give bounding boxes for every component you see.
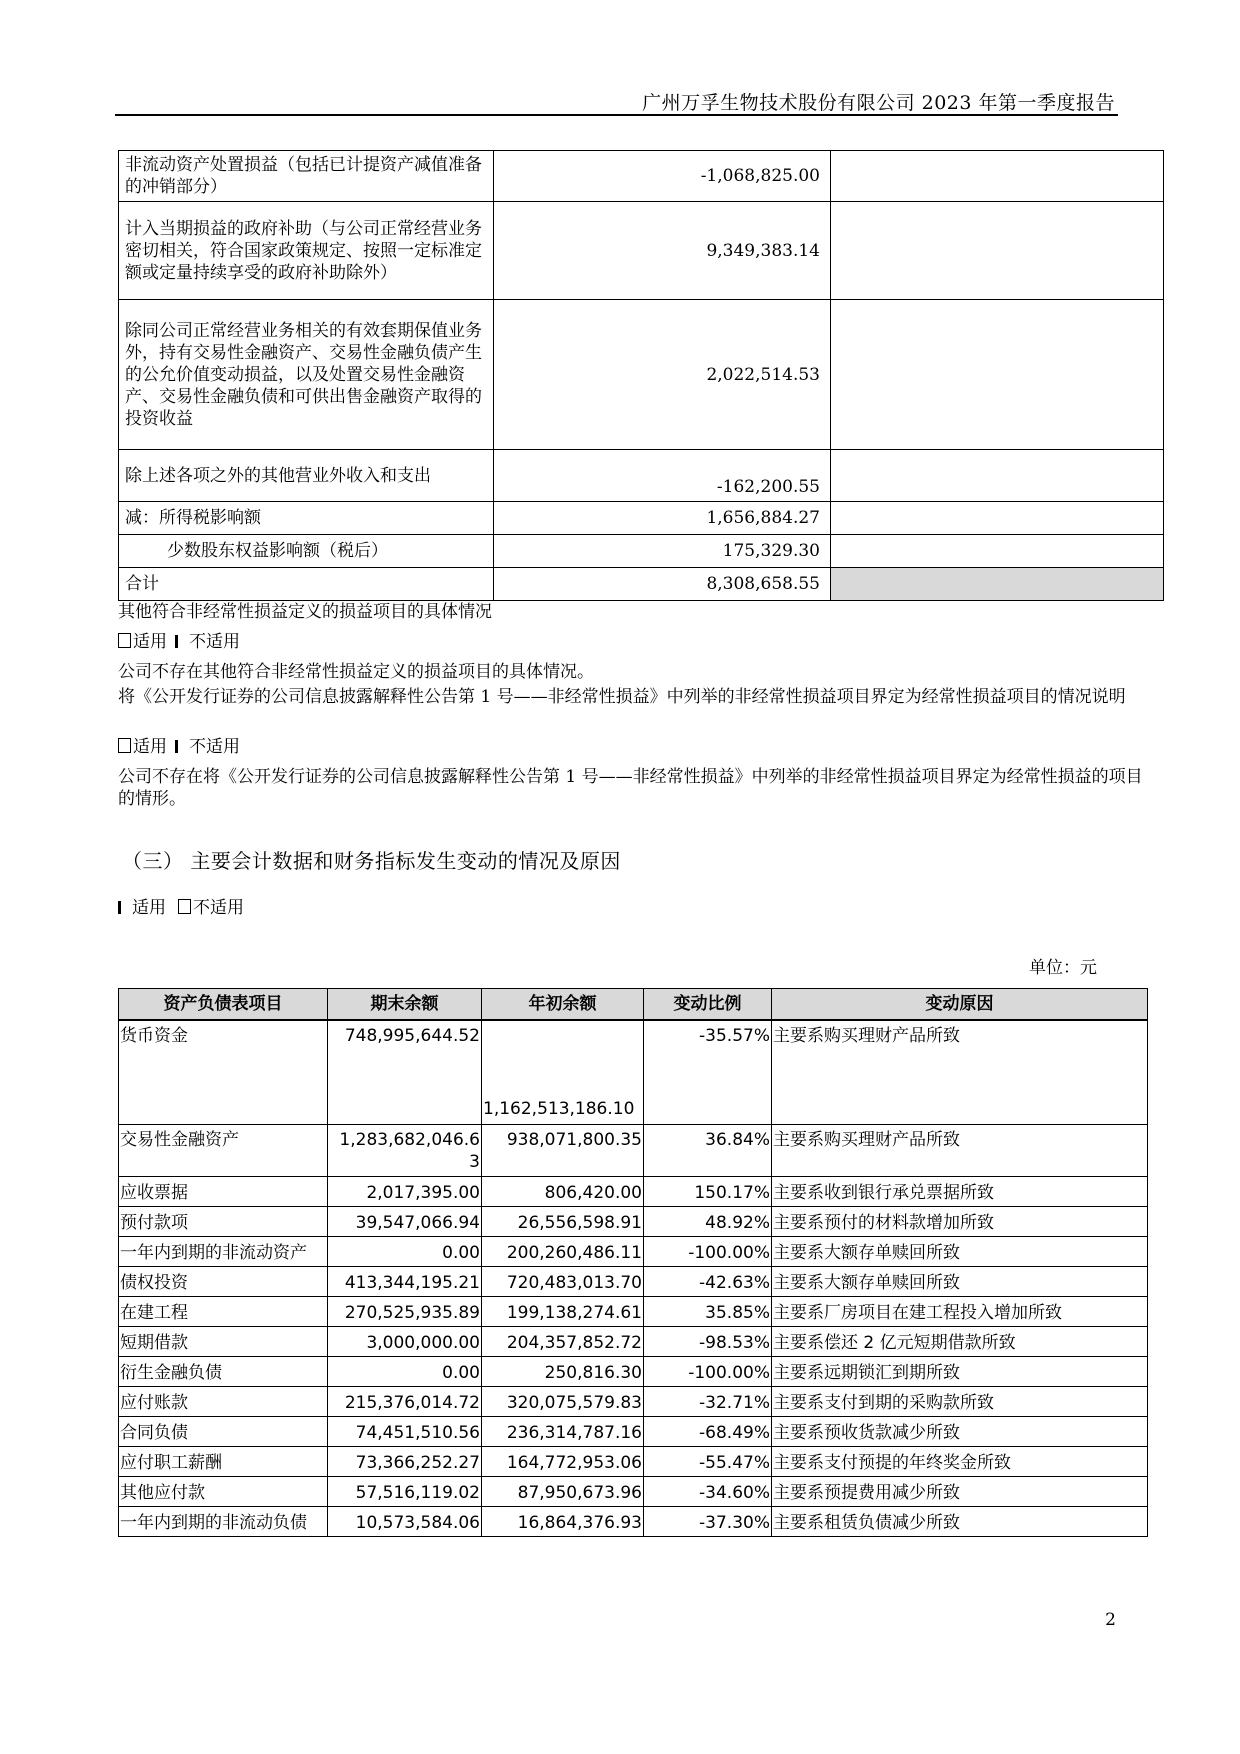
end-balance-cell: 0.00 xyxy=(328,1356,482,1386)
item-cell: 一年内到期的非流动资产 xyxy=(119,1236,328,1266)
paragraph: 公司不存在将《公开发行证券的公司信息披露解释性公告第 1 号——非经常性损益》中列举的非经常性损益项目界定为经常性损益的项目的情形。 xyxy=(118,767,1143,809)
table-row xyxy=(119,535,1164,568)
item-cell: 少数股东权益影响额（税后） xyxy=(119,535,494,568)
begin-balance-cell: 199,138,274.61 xyxy=(482,1296,644,1326)
item-cell: 应收票据 xyxy=(119,1176,328,1206)
change-reason-cell: 主要系预提费用减少所致 xyxy=(772,1476,1148,1506)
table-row xyxy=(119,1296,1148,1326)
end-balance-cell: 270,525,935.89 xyxy=(328,1296,482,1326)
table-row xyxy=(119,1124,1148,1176)
table-row xyxy=(119,1326,1148,1356)
change-ratio-cell: 35.85% xyxy=(644,1296,772,1326)
change-ratio-cell: -55.47% xyxy=(644,1446,772,1476)
checked-box-icon xyxy=(175,635,187,648)
applicable-label: 适用 xyxy=(133,632,167,652)
change-ratio-cell: 150.17% xyxy=(644,1176,772,1206)
end-balance-cell: 413,344,195.21 xyxy=(328,1266,482,1296)
amount-cell: 1,656,884.27 xyxy=(494,502,831,535)
note-cell xyxy=(831,502,1164,535)
checked-box-icon xyxy=(118,901,130,914)
applicability-line xyxy=(118,631,1148,653)
change-reason-cell: 主要系预收货款减少所致 xyxy=(772,1416,1148,1446)
begin-balance-cell: 320,075,579.83 xyxy=(482,1386,644,1416)
applicable-label: 适用 xyxy=(133,737,167,757)
note-cell xyxy=(831,202,1164,300)
change-reason-cell: 主要系租赁负债减少所致 xyxy=(772,1506,1148,1536)
table-row xyxy=(119,300,1164,450)
table-row xyxy=(119,1506,1148,1536)
note-cell xyxy=(831,450,1164,502)
paragraph: 公司不存在其他符合非经常性损益定义的损益项目的具体情况。 xyxy=(118,662,594,682)
table-header-row xyxy=(119,989,1148,1021)
amount-cell: -1,068,825.00 xyxy=(494,151,831,202)
paragraph: 将《公开发行证券的公司信息披露解释性公告第 1 号——非经常性损益》中列举的非经常性损益项目界定为经常性损益项目的情况说明 xyxy=(118,687,1126,707)
change-reason-cell: 主要系厂房项目在建工程投入增加所致 xyxy=(772,1296,1148,1326)
begin-balance-cell: 164,772,953.06 xyxy=(482,1446,644,1476)
change-reason-cell: 主要系支付到期的采购款所致 xyxy=(772,1386,1148,1416)
change-reason-cell: 主要系收到银行承兑票据所致 xyxy=(772,1176,1148,1206)
begin-balance-cell: 938,071,800.35 xyxy=(482,1124,644,1176)
change-ratio-cell: -35.57% xyxy=(644,1020,772,1124)
table-row xyxy=(119,1356,1148,1386)
column-header: 变动比例 xyxy=(644,989,772,1021)
begin-balance-cell: 204,357,852.72 xyxy=(482,1326,644,1356)
not-applicable-label: 不适用 xyxy=(189,737,240,757)
change-reason-cell: 主要系购买理财产品所致 xyxy=(772,1124,1148,1176)
change-ratio-cell: -34.60% xyxy=(644,1476,772,1506)
end-balance-cell: 1,283,682,046.63 xyxy=(328,1124,482,1176)
end-balance-cell: 3,000,000.00 xyxy=(328,1326,482,1356)
change-ratio-cell: -100.00% xyxy=(644,1236,772,1266)
table-row xyxy=(119,151,1164,202)
change-reason-cell: 主要系支付预提的年终奖金所致 xyxy=(772,1446,1148,1476)
end-balance-cell: 74,451,510.56 xyxy=(328,1416,482,1446)
checked-box-icon xyxy=(175,740,187,753)
checkbox-icon xyxy=(118,738,131,753)
applicability-line xyxy=(118,897,1148,919)
table-row xyxy=(119,1416,1148,1446)
note-cell xyxy=(831,300,1164,450)
end-balance-cell: 10,573,584.06 xyxy=(328,1506,482,1536)
item-cell: 应付职工薪酬 xyxy=(119,1446,328,1476)
begin-balance-cell: 720,483,013.70 xyxy=(482,1266,644,1296)
begin-balance-cell: 806,420.00 xyxy=(482,1176,644,1206)
end-balance-cell: 748,995,644.52 xyxy=(328,1020,482,1124)
table-row xyxy=(119,1020,1148,1124)
item-cell: 应付账款 xyxy=(119,1386,328,1416)
item-cell: 衍生金融负债 xyxy=(119,1356,328,1386)
change-reason-cell: 主要系大额存单赎回所致 xyxy=(772,1236,1148,1266)
amount-cell: 9,349,383.14 xyxy=(494,202,831,300)
change-ratio-cell: -42.63% xyxy=(644,1266,772,1296)
table-row xyxy=(119,450,1164,502)
item-cell: 除上述各项之外的其他营业外收入和支出 xyxy=(119,450,494,502)
change-reason-cell: 主要系大额存单赎回所致 xyxy=(772,1266,1148,1296)
item-cell: 债权投资 xyxy=(119,1266,328,1296)
begin-balance-cell: 1,162,513,186.10 xyxy=(482,1020,644,1124)
change-ratio-cell: -37.30% xyxy=(644,1506,772,1536)
amount-cell: 2,022,514.53 xyxy=(494,300,831,450)
change-reason-cell: 主要系偿还 2 亿元短期借款所致 xyxy=(772,1326,1148,1356)
change-ratio-cell: -68.49% xyxy=(644,1416,772,1446)
item-cell: 短期借款 xyxy=(119,1326,328,1356)
applicability-line xyxy=(118,736,1148,758)
table-row xyxy=(119,1176,1148,1206)
not-applicable-label: 不适用 xyxy=(189,632,240,652)
report-header-title: 广州万孚生物技术股份有限公司 2023 年第一季度报告 xyxy=(642,92,1115,114)
paragraph: 其他符合非经常性损益定义的损益项目的具体情况 xyxy=(118,602,492,622)
note-cell xyxy=(831,568,1164,601)
table-row xyxy=(119,1236,1148,1266)
column-header: 变动原因 xyxy=(772,989,1148,1021)
column-header: 年初余额 xyxy=(482,989,644,1021)
change-ratio-cell: 36.84% xyxy=(644,1124,772,1176)
table-total-row xyxy=(119,568,1164,601)
change-ratio-cell: 48.92% xyxy=(644,1206,772,1236)
table-row xyxy=(119,1446,1148,1476)
page-number: 2 xyxy=(1105,1610,1116,1630)
balance-sheet-changes-table xyxy=(118,988,1148,1537)
begin-balance-cell: 200,260,486.11 xyxy=(482,1236,644,1266)
header-divider xyxy=(115,114,1118,116)
item-cell: 货币资金 xyxy=(119,1020,328,1124)
column-header: 资产负债表项目 xyxy=(119,989,328,1021)
item-cell: 在建工程 xyxy=(119,1296,328,1326)
end-balance-cell: 39,547,066.94 xyxy=(328,1206,482,1236)
table-row xyxy=(119,202,1164,300)
begin-balance-cell: 16,864,376.93 xyxy=(482,1506,644,1536)
end-balance-cell: 0.00 xyxy=(328,1236,482,1266)
note-cell xyxy=(831,151,1164,202)
item-cell: 一年内到期的非流动负债 xyxy=(119,1506,328,1536)
begin-balance-cell: 87,950,673.96 xyxy=(482,1476,644,1506)
end-balance-cell: 215,376,014.72 xyxy=(328,1386,482,1416)
amount-cell: 175,329.30 xyxy=(494,535,831,568)
table-row xyxy=(119,502,1164,535)
end-balance-cell: 73,366,252.27 xyxy=(328,1446,482,1476)
change-ratio-cell: -32.71% xyxy=(644,1386,772,1416)
checkbox-icon xyxy=(178,899,191,914)
begin-balance-cell: 26,556,598.91 xyxy=(482,1206,644,1236)
checkbox-icon xyxy=(118,633,131,648)
begin-balance-cell: 236,314,787.16 xyxy=(482,1416,644,1446)
non-recurring-items-table xyxy=(118,150,1164,601)
table-row xyxy=(119,1266,1148,1296)
change-ratio-cell: -98.53% xyxy=(644,1326,772,1356)
item-cell: 合同负债 xyxy=(119,1416,328,1446)
change-ratio-cell: -100.00% xyxy=(644,1356,772,1386)
amount-cell: -162,200.55 xyxy=(494,450,831,502)
item-cell: 减：所得税影响额 xyxy=(119,502,494,535)
end-balance-cell: 2,017,395.00 xyxy=(328,1176,482,1206)
change-reason-cell: 主要系购买理财产品所致 xyxy=(772,1020,1148,1124)
item-cell: 其他应付款 xyxy=(119,1476,328,1506)
item-cell: 合计 xyxy=(119,568,494,601)
table-row xyxy=(119,1206,1148,1236)
unit-label: 单位：元 xyxy=(1029,958,1097,978)
amount-cell: 8,308,658.55 xyxy=(494,568,831,601)
column-header: 期末余额 xyxy=(328,989,482,1021)
begin-balance-cell: 250,816.30 xyxy=(482,1356,644,1386)
not-applicable-label: 不适用 xyxy=(193,898,244,918)
table-row xyxy=(119,1476,1148,1506)
note-cell xyxy=(831,535,1164,568)
end-balance-cell: 57,516,119.02 xyxy=(328,1476,482,1506)
change-reason-cell: 主要系远期锁汇到期所致 xyxy=(772,1356,1148,1386)
item-cell: 除同公司正常经营业务相关的有效套期保值业务外，持有交易性金融资产、交易性金融负债产生的公允价值变动损益，以及处置交易性金融资产、交易性金融负债和可供出售金融资产取得的投资收益 xyxy=(119,300,494,450)
section-title: （三） 主要会计数据和财务指标发生变动的情况及原因 xyxy=(122,849,621,873)
applicable-label: 适用 xyxy=(132,898,166,918)
item-cell: 预付款项 xyxy=(119,1206,328,1236)
item-cell: 计入当期损益的政府补助（与公司正常经营业务密切相关，符合国家政策规定、按照一定标准定额或定量持续享受的政府补助除外） xyxy=(119,202,494,300)
item-cell: 交易性金融资产 xyxy=(119,1124,328,1176)
table-row xyxy=(119,1386,1148,1416)
item-cell: 非流动资产处置损益（包括已计提资产减值准备的冲销部分） xyxy=(119,151,494,202)
change-reason-cell: 主要系预付的材料款增加所致 xyxy=(772,1206,1148,1236)
